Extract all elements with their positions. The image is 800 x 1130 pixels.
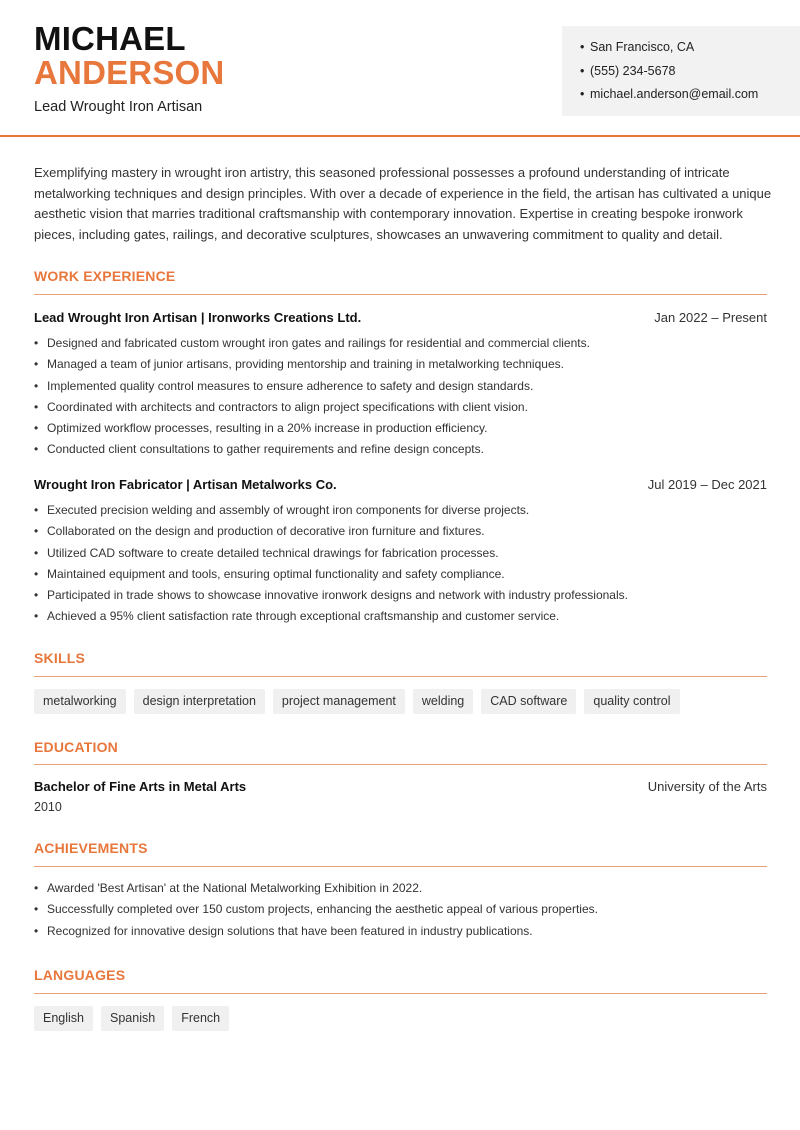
list-item-text: Awarded 'Best Artisan' at the National Metalworking Exhibition in 2022. xyxy=(47,881,423,895)
list-item-text: Conducted client consultations to gather requirements and refine design concepts. xyxy=(47,442,484,457)
bullet-icon: • xyxy=(580,40,585,54)
list-item-text: Implemented quality control measures to ensure adherence to safety and design standards. xyxy=(47,378,534,393)
bullet-icon: • xyxy=(34,609,39,624)
list-item xyxy=(34,420,774,441)
bullet-icon: • xyxy=(34,566,39,581)
bullet-icon: • xyxy=(34,336,39,350)
skill-chip: CAD software xyxy=(481,689,576,714)
list-item xyxy=(34,608,774,629)
last-name: ANDERSON xyxy=(34,54,225,91)
skill-chip: welding xyxy=(413,689,473,714)
bullet-icon: • xyxy=(580,63,585,78)
contact-email-text[interactable]: michael.anderson@email.com xyxy=(590,87,759,101)
list-item-text: Executed precision welding and assembly of wrought iron components for diverse projects. xyxy=(47,503,530,517)
list-item xyxy=(34,880,774,901)
list-item-text: Optimized workflow processes, resulting in a 20% increase in production efficiency. xyxy=(47,421,488,436)
job-dates: Jul 2019 – Dec 2021 xyxy=(647,477,767,492)
list-item xyxy=(34,441,774,462)
skill-chip: quality control xyxy=(584,689,679,714)
section-divider xyxy=(34,764,767,765)
bullet-icon: • xyxy=(34,524,39,539)
summary-paragraph: Exemplifying mastery in wrought iron artistry, this seasoned professional possesses a profound understanding of intricate metalworking techniques and design principles. With over a decade of experience in the field, the artisan has cultivated a unique aesthetic vision that marries traditional craftsmanship with contemporary innovation. Expertise in creating bespoke ironwork pieces, including gates, railings, and decorative sculptures, showcases an unwavering commitment to quality and detail. xyxy=(34,165,772,242)
job-role: Wrought Iron Fabricator | Artisan Metalworks Co. xyxy=(34,477,337,492)
education-header xyxy=(34,779,767,794)
bullet-icon: • xyxy=(34,399,39,414)
language-chip: Spanish xyxy=(101,1006,164,1031)
job-bullets xyxy=(34,502,774,630)
list-item-text: Collaborated on the design and production of decorative iron furniture and fixtures. xyxy=(47,524,485,539)
degree: Bachelor of Fine Arts in Metal Arts xyxy=(34,779,247,794)
bullet-icon: • xyxy=(34,421,39,436)
list-item-text: Coordinated with architects and contractors to align project specifications with client vision. xyxy=(47,399,528,414)
bullet-icon: • xyxy=(34,588,39,603)
list-item-text: Successfully completed over 150 custom projects, enhancing the aesthetic appeal of various properties. xyxy=(47,902,598,917)
list-item xyxy=(34,545,774,566)
list-item xyxy=(34,399,774,420)
list-item xyxy=(34,356,774,377)
bullet-icon: • xyxy=(34,378,39,393)
skill-chip: design interpretation xyxy=(134,689,265,714)
section-title-education: EDUCATION xyxy=(34,739,118,755)
graduation-year: 2010 xyxy=(34,800,62,814)
bullet-icon: • xyxy=(34,503,39,517)
list-item-text: Recognized for innovative design solutions that have been featured in industry publications. xyxy=(47,923,533,938)
resume-header xyxy=(0,0,800,137)
job-role: Lead Wrought Iron Artisan | Ironworks Creations Ltd. xyxy=(34,310,362,325)
list-item xyxy=(34,523,774,544)
language-chip: French xyxy=(172,1006,229,1031)
list-item-text: Maintained equipment and tools, ensuring optimal functionality and safety compliance. xyxy=(47,566,505,581)
contact-phone-text: (555) 234-5678 xyxy=(590,63,676,78)
language-chip: English xyxy=(34,1006,93,1031)
section-title-work: WORK EXPERIENCE xyxy=(34,268,176,284)
job-header xyxy=(34,477,767,492)
section-title-skills: SKILLS xyxy=(34,650,85,666)
bullet-icon: • xyxy=(34,902,39,917)
job-dates: Jan 2022 – Present xyxy=(654,310,767,325)
contact-location xyxy=(580,38,800,62)
skill-chip: metalworking xyxy=(34,689,126,714)
candidate-name xyxy=(34,22,224,90)
languages-list xyxy=(34,1006,229,1031)
list-item xyxy=(34,566,774,587)
contact-email[interactable] xyxy=(580,85,800,109)
job-title: Lead Wrought Iron Artisan xyxy=(34,99,203,115)
first-name: MICHAEL xyxy=(34,20,186,57)
list-item-text: Managed a team of junior artisans, providing mentorship and training in metalworking techniques. xyxy=(47,357,564,372)
bullet-icon: • xyxy=(34,545,39,560)
list-item-text: Achieved a 95% client satisfaction rate through exceptional craftsmanship and customer service. xyxy=(47,609,560,624)
list-item xyxy=(34,901,774,922)
bullet-icon: • xyxy=(34,357,39,372)
school: University of the Arts xyxy=(647,779,767,794)
list-item xyxy=(34,378,774,399)
bullet-icon: • xyxy=(34,923,39,938)
list-item xyxy=(34,923,774,944)
job-header xyxy=(34,310,767,325)
list-item-text: Utilized CAD software to create detailed technical drawings for fabrication processes. xyxy=(47,545,499,560)
list-item-text: Participated in trade shows to showcase innovative ironwork designs and network with industry professionals. xyxy=(47,588,628,603)
section-title-languages: LANGUAGES xyxy=(34,967,126,983)
bullet-icon: • xyxy=(34,442,39,457)
section-title-achievements: ACHIEVEMENTS xyxy=(34,840,148,856)
skill-chip: project management xyxy=(273,689,405,714)
list-item xyxy=(34,335,774,356)
bullet-icon: • xyxy=(580,87,585,101)
contact-box xyxy=(562,26,800,116)
list-item xyxy=(34,502,774,523)
job-bullets xyxy=(34,335,774,463)
list-item xyxy=(34,587,774,608)
list-item-text: Designed and fabricated custom wrought iron gates and railings for residential and commercial clients. xyxy=(47,336,590,350)
section-divider xyxy=(34,866,767,867)
skills-list xyxy=(34,689,680,714)
contact-location-text: San Francisco, CA xyxy=(590,40,695,54)
contact-phone xyxy=(580,62,800,86)
section-divider xyxy=(34,676,767,677)
bullet-icon: • xyxy=(34,881,39,895)
achievements-list xyxy=(34,880,774,944)
section-divider xyxy=(34,993,767,994)
section-divider xyxy=(34,294,767,295)
